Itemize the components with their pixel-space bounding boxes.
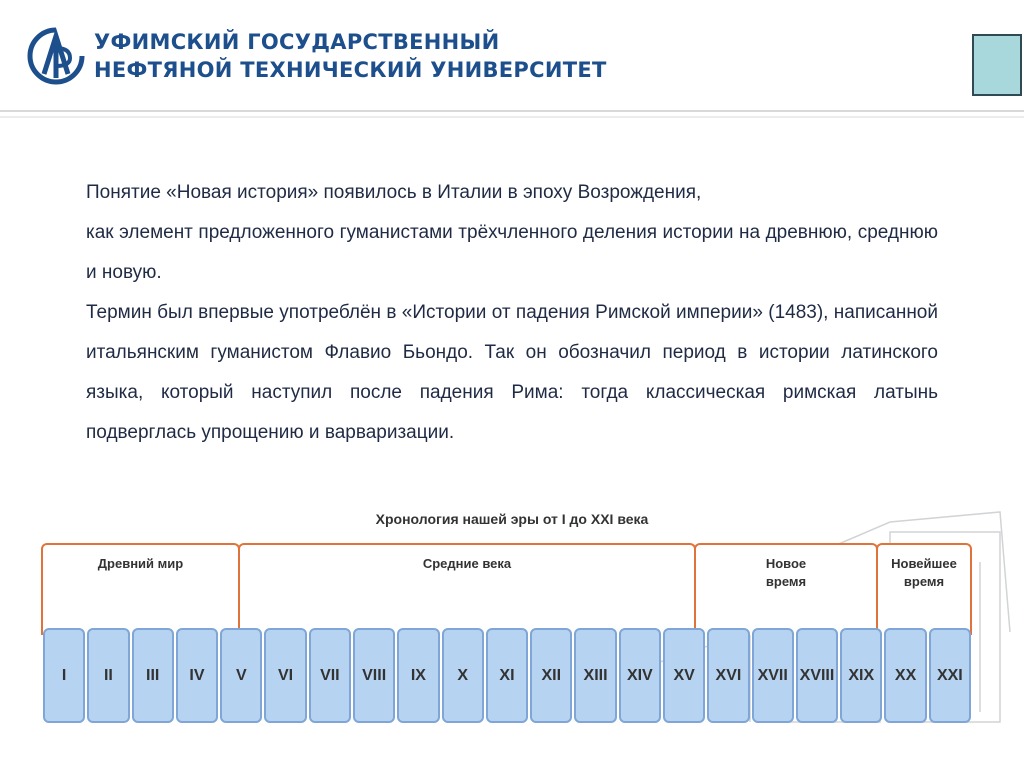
era-ancient: [41, 543, 240, 635]
century-cell: VI: [264, 628, 306, 723]
century-cell: XVI: [707, 628, 749, 723]
century-cell: VIII: [353, 628, 395, 723]
era-middle-ages: [238, 543, 696, 635]
century-cell: XIV: [619, 628, 661, 723]
university-name-line1: УФИМСКИЙ ГОСУДАРСТВЕННЫЙ: [94, 30, 500, 54]
chronology-title: Хронология нашей эры от I до XXI века: [375, 511, 649, 527]
header-divider: [0, 110, 1024, 112]
century-cell: XX: [884, 628, 926, 723]
century-cell: XV: [663, 628, 705, 723]
era-contemporary: [876, 543, 972, 635]
paragraph-1: Понятие «Новая история» появилось в Италии в эпоху Возрождения,: [86, 182, 702, 203]
century-cell: XIII: [574, 628, 616, 723]
century-cell: XVIII: [796, 628, 838, 723]
century-bar: [42, 628, 972, 723]
century-cell: III: [132, 628, 174, 723]
university-name-line2: НЕФТЯНОЙ ТЕХНИЧЕСКИЙ УНИВЕРСИТЕТ: [94, 58, 607, 82]
university-logo-icon: [26, 26, 86, 86]
header: [0, 0, 1024, 120]
century-cell: IV: [176, 628, 218, 723]
century-cell: IX: [397, 628, 439, 723]
century-cell: XI: [486, 628, 528, 723]
century-cell: V: [220, 628, 262, 723]
century-cell: X: [442, 628, 484, 723]
century-cell: XXI: [929, 628, 971, 723]
era-label-contemporary: Новейшее время: [891, 556, 957, 589]
paragraph-3: Термин был впервые употреблён в «Истории от падения Римской империи» (1483), написанной итальянским гуманистом Флавио Бьондо. Так он обозначил период в истории латинского языка, который наступил после падения Рима: тогда классическая римская латынь подверглась упрощению и варваризации.: [86, 302, 938, 443]
century-cell: XII: [530, 628, 572, 723]
era-label-middle-ages: Средние века: [422, 556, 512, 571]
era-label-ancient: Древний мир: [97, 556, 184, 571]
era-label-modern: Новое время: [765, 556, 807, 589]
paragraph-2: как элемент предложенного гуманистами трёхчленного деления истории на древнюю, среднюю и новую.: [86, 222, 938, 283]
corner-decoration: [972, 34, 1022, 96]
century-cell: XIX: [840, 628, 882, 723]
century-cell: II: [87, 628, 129, 723]
header-divider-secondary: [0, 116, 1024, 118]
era-modern: [694, 543, 878, 635]
century-cell: XVII: [752, 628, 794, 723]
century-cell: I: [43, 628, 85, 723]
century-cell: VII: [309, 628, 351, 723]
body-text: [86, 173, 938, 453]
